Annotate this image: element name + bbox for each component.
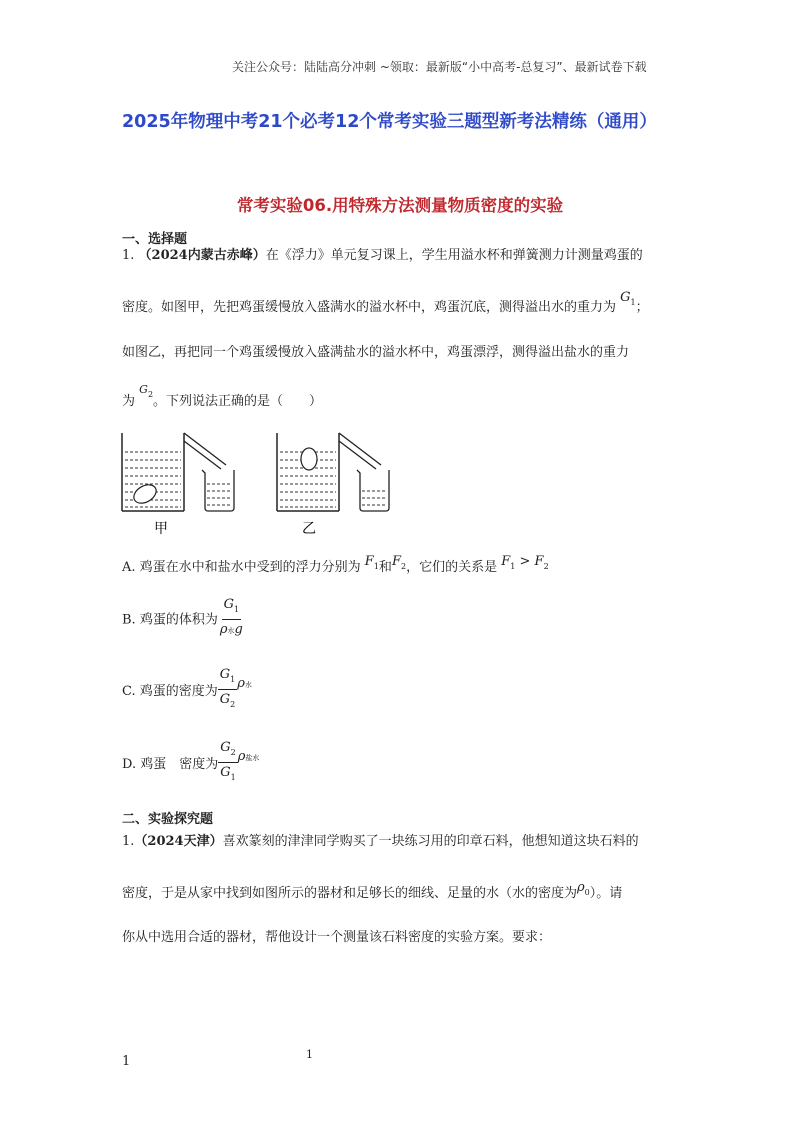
math-symbol: F [391,554,401,569]
question-1-line-3: 如图乙，再把同一个鸡蛋缓慢放入盛满盐水的溢水杯中，鸡蛋漂浮，测得溢出盐水的重力 [122,345,630,360]
math-symbol: G [223,597,234,612]
math-subscript: 2 [230,748,236,757]
question-text: 喜欢篆刻的津津同学购买了一块练习用的印章石料，他想知道这块石料的 [222,834,639,849]
figure-label-yi: 乙 [302,521,316,537]
math-subscript: 1 [230,773,236,782]
math-G2 [139,383,154,399]
question-number: 1. [122,248,135,263]
math-subscript: 水 [227,627,235,635]
egg-floating [301,448,317,470]
question-text: 密度。如图甲，先把鸡蛋缓慢放入盛满水的溢水杯中，鸡蛋沉底，测得溢出水的重力为 [122,300,617,315]
math-subscript: 2 [147,390,154,399]
math-symbol: G [219,667,231,682]
question-source: （2024天津） [134,834,223,849]
document-subtitle: 常考实验06.用特殊方法测量物质密度的实验 [236,196,564,215]
page-number-center: 1 [306,1048,313,1061]
fraction-denominator [218,620,245,640]
section-heading-choice: 一、选择题 [122,232,188,247]
question-2-line-1 [122,832,692,852]
header-note: 关注公众号：陆陆高分冲刺 ~领取：最新版“小中高考-总复习”、最新试卷下载 [232,60,647,74]
math-operator: > [519,554,531,569]
math-symbol: G [219,692,231,707]
fraction-denominator [218,690,237,713]
math-subscript: 盐水 [245,754,260,762]
math-symbol: G [139,383,148,396]
math-G1 [620,290,635,305]
math-F1-gt-F2 [501,554,548,569]
question-source: （2024内蒙古赤峰） [138,248,266,263]
question-2-line-2 [122,880,692,909]
math-subscript: 2 [400,562,407,571]
option-text: ，它们的关系是 [406,560,498,575]
math-rho-saltwater [238,749,260,764]
fraction-numerator [218,739,237,763]
math-subscript: 水 [244,681,252,689]
math-symbol: G [220,765,231,780]
question-number: 1. [122,834,135,849]
option-c [122,666,252,713]
math-subscript: 1 [230,675,236,684]
math-subscript: 1 [630,298,636,307]
question-1-line-2 [122,290,692,323]
fraction-G1-over-rho-water-g [218,596,245,640]
cup-jia [122,433,234,511]
math-rho0 [577,880,590,895]
option-text: C. 鸡蛋的密度为 [122,684,218,699]
fraction-G2-over-G1 [218,739,237,786]
question-text: 。下列说法正确的是（ ） [153,394,323,409]
figure-label-jia: 甲 [154,521,168,537]
math-subscript: 1 [510,562,516,571]
option-text: B. 鸡蛋的体积为 [122,612,218,628]
egg-sunk [131,481,160,507]
option-text: D. 鸡蛋 密度为 [122,757,219,772]
cup-yi [277,433,389,511]
question-text: 为 [122,394,136,409]
math-symbol: G [220,740,231,755]
math-symbol: g [234,622,243,637]
overflow-cup-figure [118,428,408,543]
math-subscript: 2 [543,562,549,571]
math-rho-water [237,676,252,691]
fraction-denominator [218,763,237,786]
math-subscript: 2 [230,700,236,709]
option-b [122,596,245,640]
math-symbol: F [501,554,511,569]
question-1-line-1 [122,246,692,266]
question-text: ； [635,300,649,315]
fraction-G1-over-G2 [218,666,237,713]
option-text: 和 [378,560,392,575]
math-subscript: 0 [584,888,590,897]
question-text: 密度，于是从家中找到如图所示的器材和足够长的细线、足量的水（水的密度为 [122,886,578,901]
section-heading-experiment: 二、实验探究题 [122,812,214,827]
question-2-line-3: 你从中选用合适的器材，帮他设计一个测量该石料密度的实验方案。要求： [122,930,552,945]
option-a [122,556,549,577]
fraction-numerator [218,666,237,690]
math-symbol: F [364,554,374,569]
math-symbol: ρ [577,880,585,895]
document-title: 2025年物理中考21个必考12个常考实验三题型新考法精练（通用） [122,112,657,132]
math-subscript: 1 [233,605,240,614]
math-F1 [365,554,379,569]
math-symbol: ρ [219,622,228,637]
math-subscript: 1 [373,562,379,571]
page-number-left: 1 [122,1054,131,1069]
question-text: 在《浮力》单元复习课上，学生用溢水杯和弹簧测力计测量鸡蛋的 [265,248,643,263]
option-d [122,739,259,786]
question-1-line-4 [122,383,692,417]
fraction-numerator [222,596,241,620]
math-symbol: G [620,290,631,305]
math-symbol: ρ [237,749,246,764]
math-symbol: ρ [237,676,245,691]
math-symbol: F [534,554,544,569]
math-F2 [392,554,406,569]
option-text: A. 鸡蛋在水中和盐水中受到的浮力分别为 [122,560,361,575]
question-text: ）。请 [589,886,623,901]
